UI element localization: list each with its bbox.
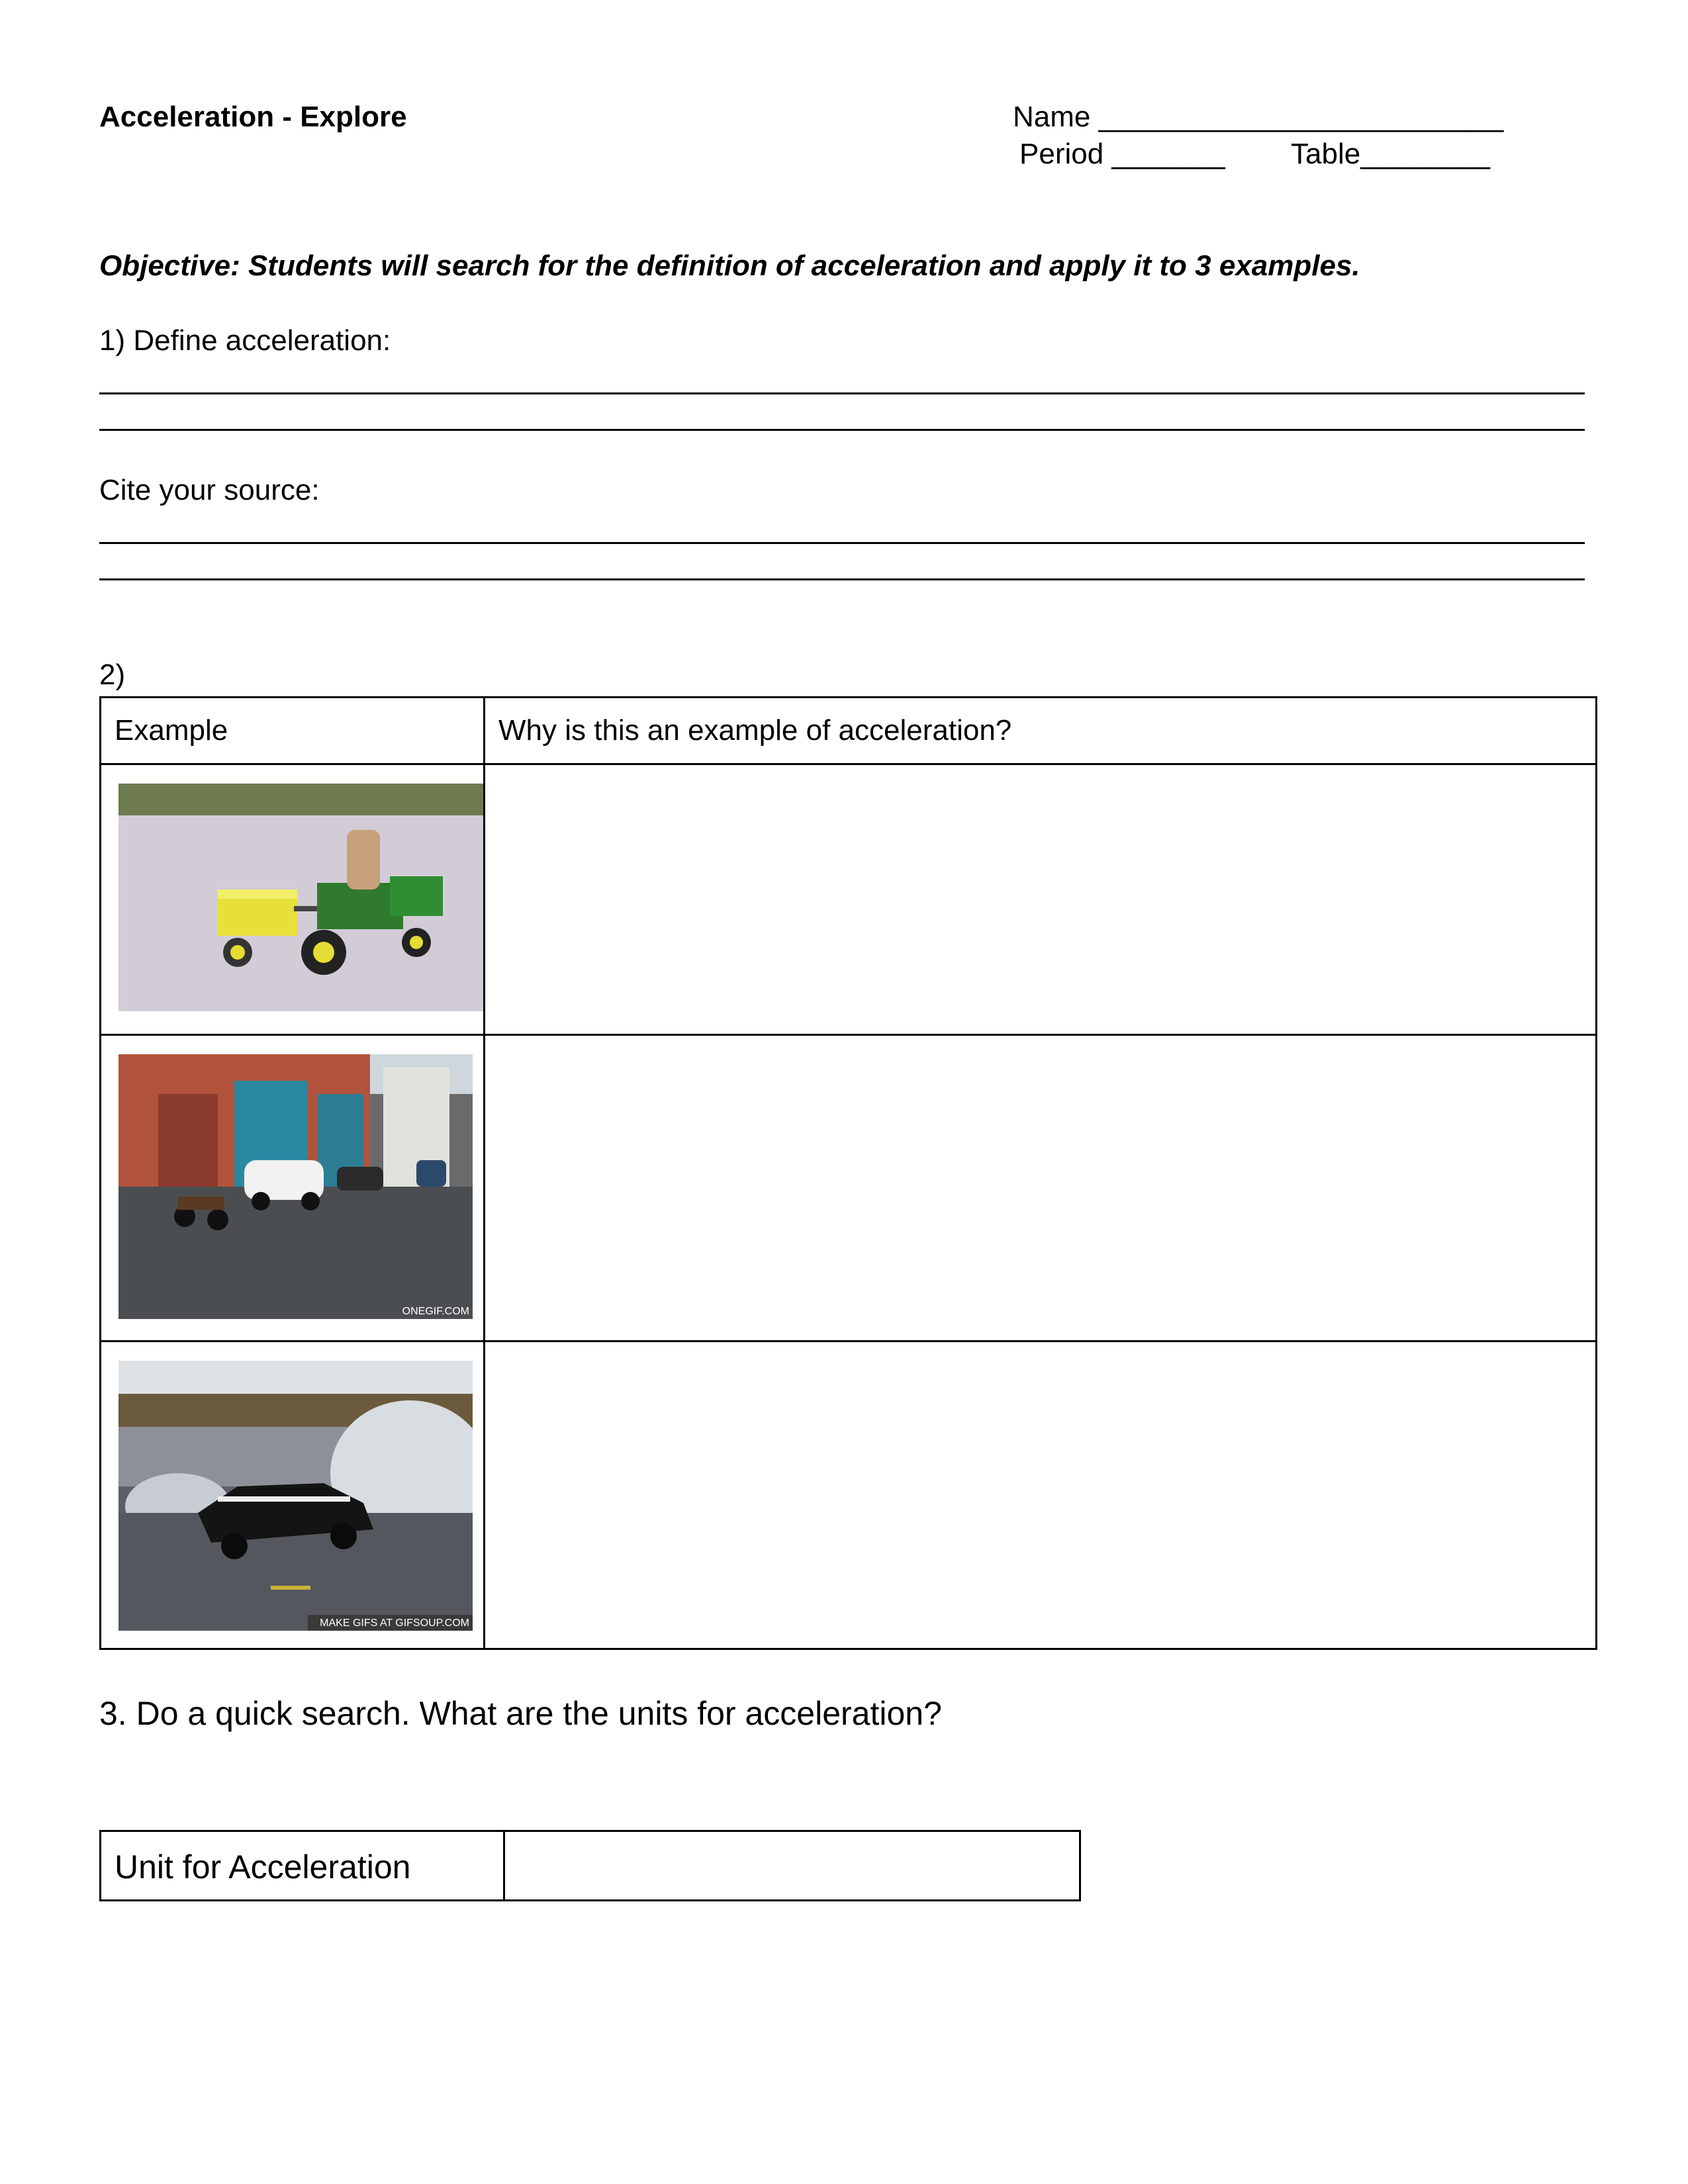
cite-source-prompt: Cite your source:: [99, 474, 320, 506]
example-cell: [101, 764, 485, 1035]
answer-cell[interactable]: [485, 1342, 1597, 1649]
example-cell: [101, 1035, 485, 1342]
question-3-prompt: 3. Do a quick search. What are the units for acceleration?: [99, 1695, 942, 1732]
question-2-label: 2): [99, 659, 126, 691]
example-cell: [101, 1342, 485, 1649]
table-field-line: Table________: [1291, 138, 1490, 170]
unit-label-cell: Unit for Acceleration: [101, 1831, 504, 1901]
answer-cell[interactable]: [485, 1035, 1597, 1342]
answer-line: [99, 578, 1585, 580]
answer-line: [99, 542, 1585, 544]
question-1-prompt: 1) Define acceleration:: [99, 324, 391, 357]
table-row: [101, 1831, 1080, 1901]
answer-line: [99, 392, 1585, 394]
table-header-row: [101, 698, 1597, 764]
watermark-text: MAKE GIFS AT GIFSOUP.COM: [320, 1617, 469, 1629]
motorcycle-street-photo: [118, 1054, 473, 1319]
muscle-car-burnout-photo: [118, 1361, 473, 1631]
watermark-text: ONEGIF.COM: [402, 1306, 469, 1317]
table-row: [101, 764, 1597, 1035]
units-table: [99, 1830, 1081, 1901]
unit-answer-cell[interactable]: [504, 1831, 1080, 1901]
examples-table: [99, 696, 1597, 1650]
period-field-line: Period _______: [1019, 138, 1225, 170]
objective-text: Objective: Students will search for the definition of acceleration and apply it to 3 examples.: [99, 250, 1360, 282]
answer-line: [99, 429, 1585, 431]
toy-tractor-photo: [118, 784, 483, 1011]
worksheet-title: Acceleration - Explore: [99, 101, 407, 133]
table-row: [101, 1035, 1597, 1342]
answer-cell[interactable]: [485, 764, 1597, 1035]
header-example: Example: [101, 698, 485, 764]
table-row: [101, 1342, 1597, 1649]
name-field-line: Name _________________________: [1013, 101, 1504, 133]
header-why: Why is this an example of acceleration?: [485, 698, 1597, 764]
